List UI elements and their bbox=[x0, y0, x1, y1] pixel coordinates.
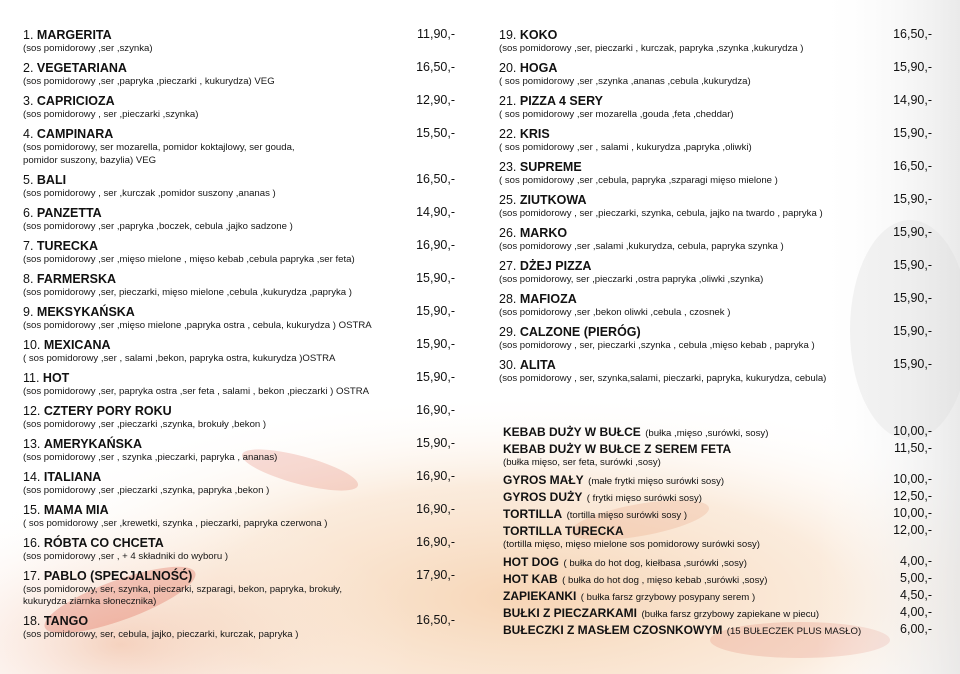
menu-item-number: 27. bbox=[499, 259, 520, 273]
kebab-item-note: (bułka ,mięso ,surówki, sosy) bbox=[645, 428, 769, 439]
kebab-item bbox=[503, 505, 932, 522]
menu-item-description: (sos pomidorowy ,ser, pieczarki , kurczak, papryka ,szynka ,kukurydza ) bbox=[499, 43, 804, 54]
kebab-item-name: BUŁKI Z PIECZARKAMI bbox=[503, 606, 637, 620]
menu-item-price: 16,50,- bbox=[893, 159, 932, 173]
menu-item-line bbox=[23, 237, 455, 254]
menu-item-name bbox=[23, 272, 116, 286]
menu-item-title: BALI bbox=[36, 172, 67, 187]
kebab-item-price: 4,00,- bbox=[900, 605, 932, 619]
menu-item-line bbox=[23, 336, 455, 353]
menu-item-price: 16,50,- bbox=[893, 27, 932, 41]
menu-item-description: (sos pomidorowy , ser ,kurczak ,pomidor suszony ,ananas ) bbox=[23, 187, 276, 199]
menu-item-line bbox=[499, 125, 932, 142]
menu-item-number: 7. bbox=[23, 238, 37, 253]
menu-item-description: (sos pomidorowy, ser, cebula, jajko, pieczarki, kurczak, papryka ) bbox=[23, 629, 299, 640]
pizza-column-right bbox=[499, 26, 932, 389]
menu-item-name bbox=[23, 305, 135, 319]
menu-item-number: 1. bbox=[23, 28, 37, 42]
menu-item-price: 15,90,- bbox=[416, 369, 455, 384]
menu-item-number: 4. bbox=[23, 127, 37, 141]
menu-item-description: (sos pomidorowy, ser ,pieczarki ,ostra papryka ,oliwki ,szynka) bbox=[499, 274, 764, 285]
menu-item-number: 19. bbox=[499, 28, 520, 42]
kebab-item-line bbox=[503, 621, 932, 638]
kebab-item bbox=[503, 488, 932, 505]
menu-item-description: (sos pomidorowy , ser, szynka,salami, pieczarki, papryka, kukurydza, cebula) bbox=[499, 373, 827, 384]
menu-item-name bbox=[23, 127, 113, 141]
kebab-item bbox=[503, 522, 932, 553]
menu-item bbox=[499, 191, 932, 224]
menu-item-description: (sos pomidorowy ,ser, papryka ostra ,ser feta , salami , bekon ,pieczarki ) OSTRA bbox=[23, 385, 370, 397]
menu-item-name bbox=[499, 226, 567, 240]
menu-item-title: MEXICANA bbox=[43, 337, 111, 352]
menu-item-title: FARMERSKA bbox=[36, 271, 117, 286]
menu-item-description: ( sos pomidorowy ,ser ,szynka ,ananas ,cebula ,kukurydza) bbox=[499, 76, 751, 87]
menu-item-description: (sos pomidorowy ,ser, pieczarki, mięso mielone ,cebula ,kukurydza ,papryka ) bbox=[23, 286, 352, 298]
kebab-item-price: 4,00,- bbox=[900, 554, 932, 568]
menu-item bbox=[499, 323, 932, 356]
menu-item-price: 15,90,- bbox=[893, 60, 932, 74]
kebab-item-description: (bułka mięso, ser feta, surówki ,sosy) bbox=[503, 457, 661, 468]
menu-item-name bbox=[23, 569, 192, 583]
menu-item-price: 15,50,- bbox=[416, 126, 455, 140]
menu-item-name bbox=[23, 404, 172, 418]
menu-item-name bbox=[23, 28, 112, 42]
kebab-item-name: ZAPIEKANKI bbox=[503, 589, 577, 603]
menu-item-title: PABLO (SPECJALNOŚĆ) bbox=[43, 568, 193, 583]
menu-item-title: VEGETARIANA bbox=[36, 61, 127, 75]
menu-item bbox=[499, 356, 932, 389]
menu-item-line bbox=[23, 612, 455, 629]
menu-item-title: CAPRICIOZA bbox=[36, 94, 115, 108]
menu-item-description: (sos pomidorowy ,ser ,mięso mielone , mięso kebab ,cebula papryka ,ser feta) bbox=[23, 253, 355, 265]
menu-item bbox=[499, 224, 932, 257]
menu-item bbox=[23, 435, 455, 468]
kebab-item-price: 10,00,- bbox=[893, 506, 932, 520]
menu-item bbox=[499, 125, 932, 158]
menu-item-price: 14,90,- bbox=[893, 93, 932, 107]
menu-item-title: HOT bbox=[42, 370, 70, 385]
menu-item-name bbox=[23, 536, 164, 550]
menu-item-name bbox=[499, 358, 556, 372]
menu-item bbox=[23, 534, 455, 567]
menu-item-line bbox=[23, 303, 455, 320]
menu-item-number: 30. bbox=[499, 358, 520, 372]
menu-item-number: 26. bbox=[499, 226, 520, 240]
menu-item-number: 10. bbox=[23, 337, 44, 352]
kebab-item-note: (15 BUŁECZEK PLUS MASŁO) bbox=[726, 626, 862, 637]
kebab-item bbox=[503, 553, 932, 570]
kebab-item-line bbox=[503, 488, 932, 505]
kebab-item-note: ( bułka farsz grzybowy posypany serem ) bbox=[580, 592, 756, 603]
menu-item-description: (sos pomidorowy ,ser ,szynka) bbox=[23, 43, 153, 54]
kebab-item-note: (bułka farsz grzybowy zapiekane w piecu) bbox=[641, 609, 820, 620]
menu-item-name bbox=[23, 503, 109, 517]
menu-item-title: HOGA bbox=[519, 61, 558, 75]
menu-item-line bbox=[23, 369, 455, 386]
menu-item-title: CAMPINARA bbox=[36, 127, 114, 141]
menu-item-number: 2. bbox=[23, 61, 37, 75]
kebab-item bbox=[503, 471, 932, 488]
menu-item-description: (sos pomidorowy ,ser ,papryka ,pieczarki , kukurydza) VEG bbox=[23, 76, 275, 87]
menu-item-number: 3. bbox=[23, 94, 37, 108]
menu-item bbox=[23, 303, 455, 336]
menu-item-name bbox=[23, 371, 69, 385]
kebab-item-price: 11,50,- bbox=[894, 441, 932, 455]
menu-item-title: SUPREME bbox=[519, 160, 582, 174]
menu-item-line bbox=[499, 26, 932, 43]
menu-item-name bbox=[23, 206, 102, 220]
menu-item-line bbox=[499, 257, 932, 274]
menu-item-title: ITALIANA bbox=[43, 469, 102, 484]
menu-item-description: (sos pomidorowy ,ser ,mięso mielone ,papryka ostra , cebula, kukurydza ) OSTRA bbox=[23, 319, 372, 331]
menu-item-name bbox=[499, 292, 577, 306]
menu-item-name bbox=[499, 160, 582, 174]
kebab-item-price: 12,50,- bbox=[893, 489, 932, 503]
kebab-item-line bbox=[503, 423, 932, 440]
menu-item-description: (sos pomidorowy , ser ,pieczarki, szynka, cebula, jajko na twardo , papryka ) bbox=[499, 208, 823, 219]
kebab-item bbox=[503, 440, 932, 471]
menu-item-title: DŻEJ PIZZA bbox=[519, 259, 592, 273]
menu-item-price: 16,90,- bbox=[416, 534, 455, 549]
menu-item bbox=[23, 270, 455, 303]
menu-item-description: (sos pomidorowy ,ser ,papryka ,boczek, cebula ,jajko sadzone ) bbox=[23, 220, 293, 232]
menu-item bbox=[23, 92, 455, 125]
menu-item-title: KOKO bbox=[519, 28, 558, 42]
kebab-item-note: ( bułka do hot dog , mięso kebab ,surówki ,sosy) bbox=[562, 575, 768, 586]
menu-item-number: 9. bbox=[23, 304, 37, 319]
menu-item-name bbox=[23, 61, 127, 75]
menu-item-line bbox=[23, 204, 455, 221]
menu-item-number: 12. bbox=[23, 403, 44, 418]
kebab-item-line bbox=[503, 587, 932, 604]
menu-item-price: 12,90,- bbox=[416, 93, 455, 107]
menu-item-price: 15,90,- bbox=[893, 192, 932, 206]
menu-item-price: 16,90,- bbox=[416, 237, 455, 252]
menu-item-title: MAFIOZA bbox=[519, 292, 577, 306]
menu-item-number: 28. bbox=[499, 292, 520, 306]
menu-item-description: ( sos pomidorowy ,ser mozarella ,gouda ,feta ,cheddar) bbox=[499, 109, 734, 120]
menu-item-line bbox=[23, 125, 455, 142]
menu-item-title: CALZONE (PIERÓG) bbox=[519, 325, 641, 339]
menu-item-number: 21. bbox=[499, 94, 520, 108]
menu-item-line bbox=[23, 402, 455, 419]
menu-item bbox=[23, 612, 455, 645]
menu-item-title: ZIUTKOWA bbox=[519, 193, 587, 207]
kebab-item bbox=[503, 621, 932, 638]
kebab-item-note: (tortilla mięso surówki sosy ) bbox=[566, 510, 688, 521]
menu-item-name bbox=[499, 193, 587, 207]
menu-item-name bbox=[23, 173, 66, 187]
menu-item-line bbox=[499, 191, 932, 208]
menu-item-price: 11,90,- bbox=[417, 27, 455, 41]
menu-item-title: TURECKA bbox=[36, 238, 99, 253]
menu-item-title: PIZZA 4 SERY bbox=[519, 94, 603, 108]
menu-item bbox=[499, 59, 932, 92]
menu-item-line bbox=[23, 435, 455, 452]
menu-item-name bbox=[499, 94, 603, 108]
menu-item-name bbox=[499, 259, 591, 273]
menu-item-line bbox=[499, 290, 932, 307]
kebab-item-description: (tortilla mięso, mięso mielone sos pomidorowy surówki sosy) bbox=[503, 539, 760, 550]
menu-item-price: 15,90,- bbox=[893, 291, 932, 305]
menu-item-line bbox=[499, 92, 932, 109]
menu-item-title: MEKSYKAŃSKA bbox=[36, 304, 135, 319]
menu-item-number: 22. bbox=[499, 127, 520, 141]
menu-item-name bbox=[23, 94, 115, 108]
kebab-item-name: BUŁECZKI Z MASŁEM CZOSNKOWYM bbox=[503, 623, 723, 637]
kebab-item bbox=[503, 587, 932, 604]
menu-item-line bbox=[23, 26, 455, 43]
kebab-item-name: GYROS MAŁY bbox=[503, 473, 584, 487]
menu-item bbox=[499, 92, 932, 125]
menu-item-number: 20. bbox=[499, 61, 520, 75]
menu-item-description: ( sos pomidorowy ,ser ,cebula, papryka ,szparagi mięso mielone ) bbox=[499, 175, 778, 186]
kebab-item bbox=[503, 423, 932, 440]
menu-item-line bbox=[499, 59, 932, 76]
menu-item-number: 5. bbox=[23, 172, 37, 187]
menu-item-number: 11. bbox=[23, 370, 43, 385]
menu-item-title: TANGO bbox=[43, 614, 89, 628]
menu-item-line bbox=[23, 59, 455, 76]
menu-item-title: MAMA MIA bbox=[43, 502, 109, 517]
menu-item-price: 16,90,- bbox=[416, 501, 455, 516]
menu-item bbox=[23, 171, 455, 204]
menu-item-price: 16,50,- bbox=[416, 613, 455, 627]
menu-item-price: 15,90,- bbox=[416, 303, 455, 318]
menu-item-price: 15,90,- bbox=[893, 225, 932, 239]
menu-item-description: ( sos pomidorowy ,ser ,krewetki, szynka , pieczarki, papryka czerwona ) bbox=[23, 517, 328, 529]
kebab-item-name: KEBAB DUŻY W BUŁCE bbox=[503, 425, 641, 439]
menu-item-price: 15,90,- bbox=[416, 336, 455, 351]
menu-item-line bbox=[499, 356, 932, 373]
menu-item-line bbox=[499, 158, 932, 175]
menu-item-line bbox=[23, 171, 455, 188]
kebab-item-line bbox=[503, 505, 932, 522]
menu-item-line bbox=[23, 567, 455, 584]
kebab-item-name: HOT DOG bbox=[503, 555, 559, 569]
menu-item-description: (sos pomidorowy, ser, szynka, pieczarki, szparagi, bekon, papryka, brokuły, kukurydza ziarnka słonecznika) bbox=[23, 583, 343, 607]
kebab-item-line bbox=[503, 570, 932, 587]
menu-item-name bbox=[499, 325, 641, 339]
menu-item bbox=[499, 257, 932, 290]
menu-item bbox=[23, 204, 455, 237]
menu-item-number: 14. bbox=[23, 469, 44, 484]
kebab-item-line bbox=[503, 553, 932, 570]
menu-item-number: 15. bbox=[23, 502, 44, 517]
kebab-item-price: 4,50,- bbox=[900, 588, 932, 602]
menu-item-number: 17. bbox=[23, 568, 44, 583]
menu-item bbox=[23, 468, 455, 501]
menu-item bbox=[23, 336, 455, 369]
kebab-item-note: ( frytki mięso surówki sosy) bbox=[586, 493, 702, 504]
kebab-item bbox=[503, 604, 932, 621]
menu-item-number: 6. bbox=[23, 205, 37, 220]
menu-item-price: 15,90,- bbox=[893, 357, 932, 371]
kebab-item-line bbox=[503, 604, 932, 621]
menu-item-price: 15,90,- bbox=[893, 258, 932, 272]
menu-item-price: 15,90,- bbox=[416, 435, 455, 450]
menu-item-price: 15,90,- bbox=[893, 126, 932, 140]
menu-item-title: PANZETTA bbox=[36, 205, 102, 220]
menu-item bbox=[23, 402, 455, 435]
menu-item-title: RÓBTA CO CHCETA bbox=[43, 535, 164, 550]
menu-item-number: 8. bbox=[23, 271, 37, 286]
kebab-item-name: TORTILLA TURECKA bbox=[503, 524, 624, 538]
kebab-item-name: HOT KAB bbox=[503, 572, 558, 586]
kebab-item-name: KEBAB DUŻY W BUŁCE Z SEREM FETA bbox=[503, 442, 732, 456]
menu-item-name bbox=[499, 61, 557, 75]
menu-item-line bbox=[499, 323, 932, 340]
menu-item-number: 13. bbox=[23, 436, 44, 451]
menu-item-title: AMERYKAŃSKA bbox=[43, 436, 143, 451]
menu-item-description: ( sos pomidorowy ,ser , salami ,bekon, papryka ostra, kukurydza )OSTRA bbox=[23, 352, 336, 364]
menu-item-number: 29. bbox=[499, 325, 520, 339]
menu-item-number: 23. bbox=[499, 160, 520, 174]
menu-item-description: (sos pomidorowy , ser ,pieczarki ,szynka) bbox=[23, 109, 199, 120]
menu-item-description: (sos pomidorowy ,ser ,pieczarki ,szynka, brokuły ,bekon ) bbox=[23, 418, 267, 430]
menu-item bbox=[499, 26, 932, 59]
menu-item-title: MARGERITA bbox=[36, 28, 112, 42]
menu-item-price: 15,90,- bbox=[893, 324, 932, 338]
menu-item bbox=[23, 369, 455, 402]
pizza-column-left bbox=[23, 26, 455, 645]
kebab-item-price: 6,00,- bbox=[900, 622, 932, 636]
menu-item-description: (sos pomidorowy, ser mozarella, pomidor koktajlowy, ser gouda, pomidor suszony, bazylia) VEG bbox=[23, 142, 295, 166]
kebab-section bbox=[503, 423, 932, 638]
menu-item-price: 15,90,- bbox=[416, 270, 455, 285]
menu-item bbox=[23, 125, 455, 171]
menu-item-title: ALITA bbox=[519, 358, 556, 372]
kebab-item-price: 5,00,- bbox=[900, 571, 932, 585]
menu-item-price: 14,90,- bbox=[416, 204, 455, 219]
menu-item bbox=[23, 26, 455, 59]
kebab-item-price: 10,00,- bbox=[893, 424, 932, 438]
menu-item-title: KRIS bbox=[519, 127, 550, 141]
menu-item-description: (sos pomidorowy ,ser ,bekon oliwki ,cebula , czosnek ) bbox=[499, 307, 731, 318]
kebab-item-line bbox=[503, 471, 932, 488]
menu-item-name bbox=[499, 28, 557, 42]
menu-item-number: 18. bbox=[23, 614, 44, 628]
kebab-item-name: GYROS DUŻY bbox=[503, 490, 583, 504]
kebab-item-price: 10,00,- bbox=[893, 472, 932, 486]
menu-item-line bbox=[23, 92, 455, 109]
menu-item-line bbox=[23, 270, 455, 287]
menu-item-description: (sos pomidorowy , ser, pieczarki ,szynka , cebula ,mięso kebab , papryka ) bbox=[499, 340, 815, 351]
menu-item-price: 16,90,- bbox=[416, 402, 455, 417]
menu-item-line bbox=[23, 501, 455, 518]
kebab-item-note: (małe frytki mięso surówki sosy) bbox=[588, 476, 725, 487]
menu-item bbox=[499, 158, 932, 191]
menu-item-description: (sos pomidorowy ,ser , szynka ,pieczarki, papryka , ananas) bbox=[23, 451, 278, 463]
menu-item-line bbox=[23, 468, 455, 485]
menu-item-name bbox=[23, 470, 101, 484]
menu-item-price: 17,90,- bbox=[416, 567, 455, 582]
kebab-item bbox=[503, 570, 932, 587]
menu-item bbox=[23, 59, 455, 92]
menu-item-title: MARKO bbox=[519, 226, 568, 240]
menu-item-price: 16,50,- bbox=[416, 171, 455, 186]
menu-item bbox=[23, 501, 455, 534]
kebab-item-name: TORTILLA bbox=[503, 507, 563, 521]
menu-item-description: ( sos pomidorowy ,ser , salami , kukurydza ,papryka ,oliwki) bbox=[499, 142, 752, 153]
menu-item-price: 16,90,- bbox=[416, 468, 455, 483]
menu-item-name bbox=[23, 239, 98, 253]
menu-item-name bbox=[499, 127, 550, 141]
kebab-item-line bbox=[503, 522, 932, 539]
menu-item-line bbox=[23, 534, 455, 551]
menu-item-number: 25. bbox=[499, 193, 520, 207]
menu-item-number: 16. bbox=[23, 535, 44, 550]
menu-item-title: CZTERY PORY ROKU bbox=[43, 403, 172, 418]
kebab-item-line bbox=[503, 440, 932, 457]
kebab-item-note: ( bułka do hot dog, kiełbasa ,surówki ,sosy) bbox=[563, 558, 747, 569]
menu-item-name bbox=[23, 614, 88, 628]
menu-item-name bbox=[23, 338, 111, 352]
menu-item-name bbox=[23, 437, 142, 451]
menu-item bbox=[23, 567, 455, 613]
menu-item-description: (sos pomidorowy ,ser ,salami ,kukurydza, cebula, papryka szynka ) bbox=[499, 241, 784, 252]
menu-item-line bbox=[499, 224, 932, 241]
menu-item-description: (sos pomidorowy ,ser ,pieczarki ,szynka, papryka ,bekon ) bbox=[23, 484, 270, 496]
kebab-item-price: 12,00,- bbox=[893, 523, 932, 537]
menu-item bbox=[23, 237, 455, 270]
menu-item bbox=[499, 290, 932, 323]
menu-item-description: (sos pomidorowy ,ser , + 4 składniki do wyboru ) bbox=[23, 550, 229, 562]
menu-item-price: 16,50,- bbox=[416, 60, 455, 74]
